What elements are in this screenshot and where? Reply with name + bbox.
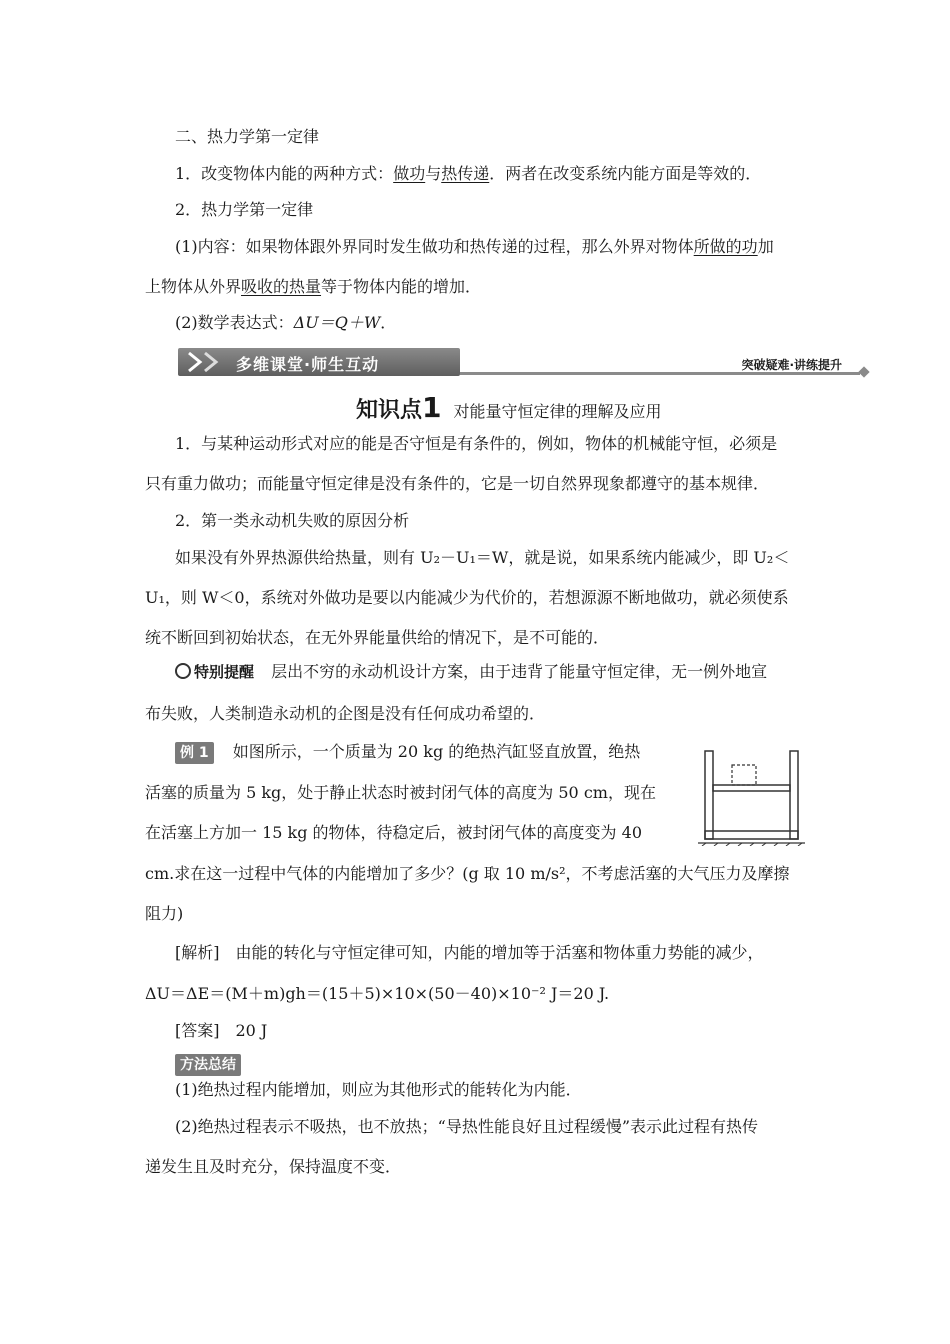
paragraph: 布失败，人类制造永动机的企图是没有任何成功希望的．: [145, 704, 546, 723]
banner-title: 多维课堂·师生互动: [236, 355, 380, 374]
diamond-icon: [858, 366, 869, 377]
paragraph-4: 上物体从外界吸收的热量等于物体内能的增加．: [145, 277, 482, 296]
paragraph-1: 1．改变物体内能的两种方式：做功与热传递．两者在改变系统内能方面是等效的．: [175, 164, 762, 183]
tip-label: 特别提醒: [194, 663, 255, 681]
cylinder-figure: [698, 748, 808, 846]
tip-icon: [175, 663, 191, 679]
example-line: 例 1 如图所示，一个质量为 20 kg 的绝热汽缸竖直放置，绝热: [175, 742, 640, 764]
underlined-term: 做功: [393, 164, 426, 183]
formula: ΔU＝Q＋W: [293, 313, 381, 332]
underlined-term: 热传递: [441, 164, 490, 183]
paragraph: (1)绝热过程内能增加，则应为其他形式的能转化为内能．: [175, 1080, 582, 1099]
paragraph-5: (2)数学表达式：ΔU＝Q＋W．: [175, 313, 397, 332]
paragraph: 在活塞上方加一 15 kg 的物体，待稳定后，被封闭气体的高度变为 40: [145, 823, 643, 842]
solution-formula: ΔU＝ΔE＝(M＋m)gh＝(15＋5)×10×(50－40)×10⁻² J＝20 J.: [145, 984, 610, 1003]
knowledge-point-label: 知识点: [356, 398, 423, 423]
paragraph: 如果没有外界热源供给热量，则有 U₂－U₁＝W，就是说，如果系统内能减少，即 U₂＜: [175, 548, 790, 567]
knowledge-point-title: [356, 391, 662, 424]
example-tag: 例 1: [175, 742, 214, 764]
chevron-right-icon: [202, 351, 220, 373]
special-tip: 特别提醒 层出不穷的永动机设计方案，由于违背了能量守恒定律，无一例外地宣: [175, 662, 767, 682]
paragraph: (2)绝热过程表示不吸热，也不放热；“导热性能良好且过程缓慢”表示此过程有热传: [175, 1117, 759, 1136]
method-tag: 方法总结: [175, 1054, 241, 1076]
paragraph-3: (1)内容：如果物体跟外界同时发生做功和热传递的过程，那么外界对物体所做的功加: [175, 237, 774, 256]
section-heading: 二、热力学第一定律: [175, 127, 320, 146]
knowledge-point-number: 1: [422, 391, 442, 424]
answer-line: [答案] 20 J: [175, 1021, 268, 1040]
method-tag-line: [175, 1054, 241, 1076]
paragraph-2: 2．热力学第一定律: [175, 200, 314, 219]
paragraph: U₁，则 W＜0，系统对外做功是要以内能减少为代价的，若想源源不断地做功，就必须使系: [145, 588, 789, 607]
paragraph: 递发生且及时充分，保持温度不变．: [145, 1157, 402, 1176]
paragraph: 阻力): [145, 904, 184, 923]
section-banner: [178, 348, 868, 378]
paragraph: cm.求在这一过程中气体的内能增加了多少？(g 取 10 m/s²，不考虑活塞的大气压力及摩擦: [145, 864, 790, 883]
paragraph: 1．与某种运动形式对应的能是否守恒是有条件的，例如，物体的机械能守恒，必须是: [175, 434, 778, 453]
underlined-term: 所做的功: [693, 237, 758, 256]
solution-line: [解析] 由能的转化与守恒定律可知，内能的增加等于活塞和物体重力势能的减少，: [175, 943, 764, 962]
knowledge-point-subtitle: 对能量守恒定律的理解及应用: [453, 402, 662, 421]
paragraph: 只有重力做功；而能量守恒定律是没有条件的，它是一切自然界现象都遵守的基本规律．: [145, 474, 770, 493]
paragraph: 2．第一类永动机失败的原因分析: [175, 511, 410, 530]
paragraph: 统不断回到初始状态，在无外界能量供给的情况下，是不可能的．: [145, 628, 610, 647]
banner-box: [178, 348, 460, 376]
paragraph: 活塞的质量为 5 kg，处于静止状态时被封闭气体的高度为 50 cm，现在: [145, 783, 656, 802]
banner-right-label: 突破疑难·讲练提升: [741, 358, 842, 372]
underlined-term: 吸收的热量: [241, 277, 322, 296]
